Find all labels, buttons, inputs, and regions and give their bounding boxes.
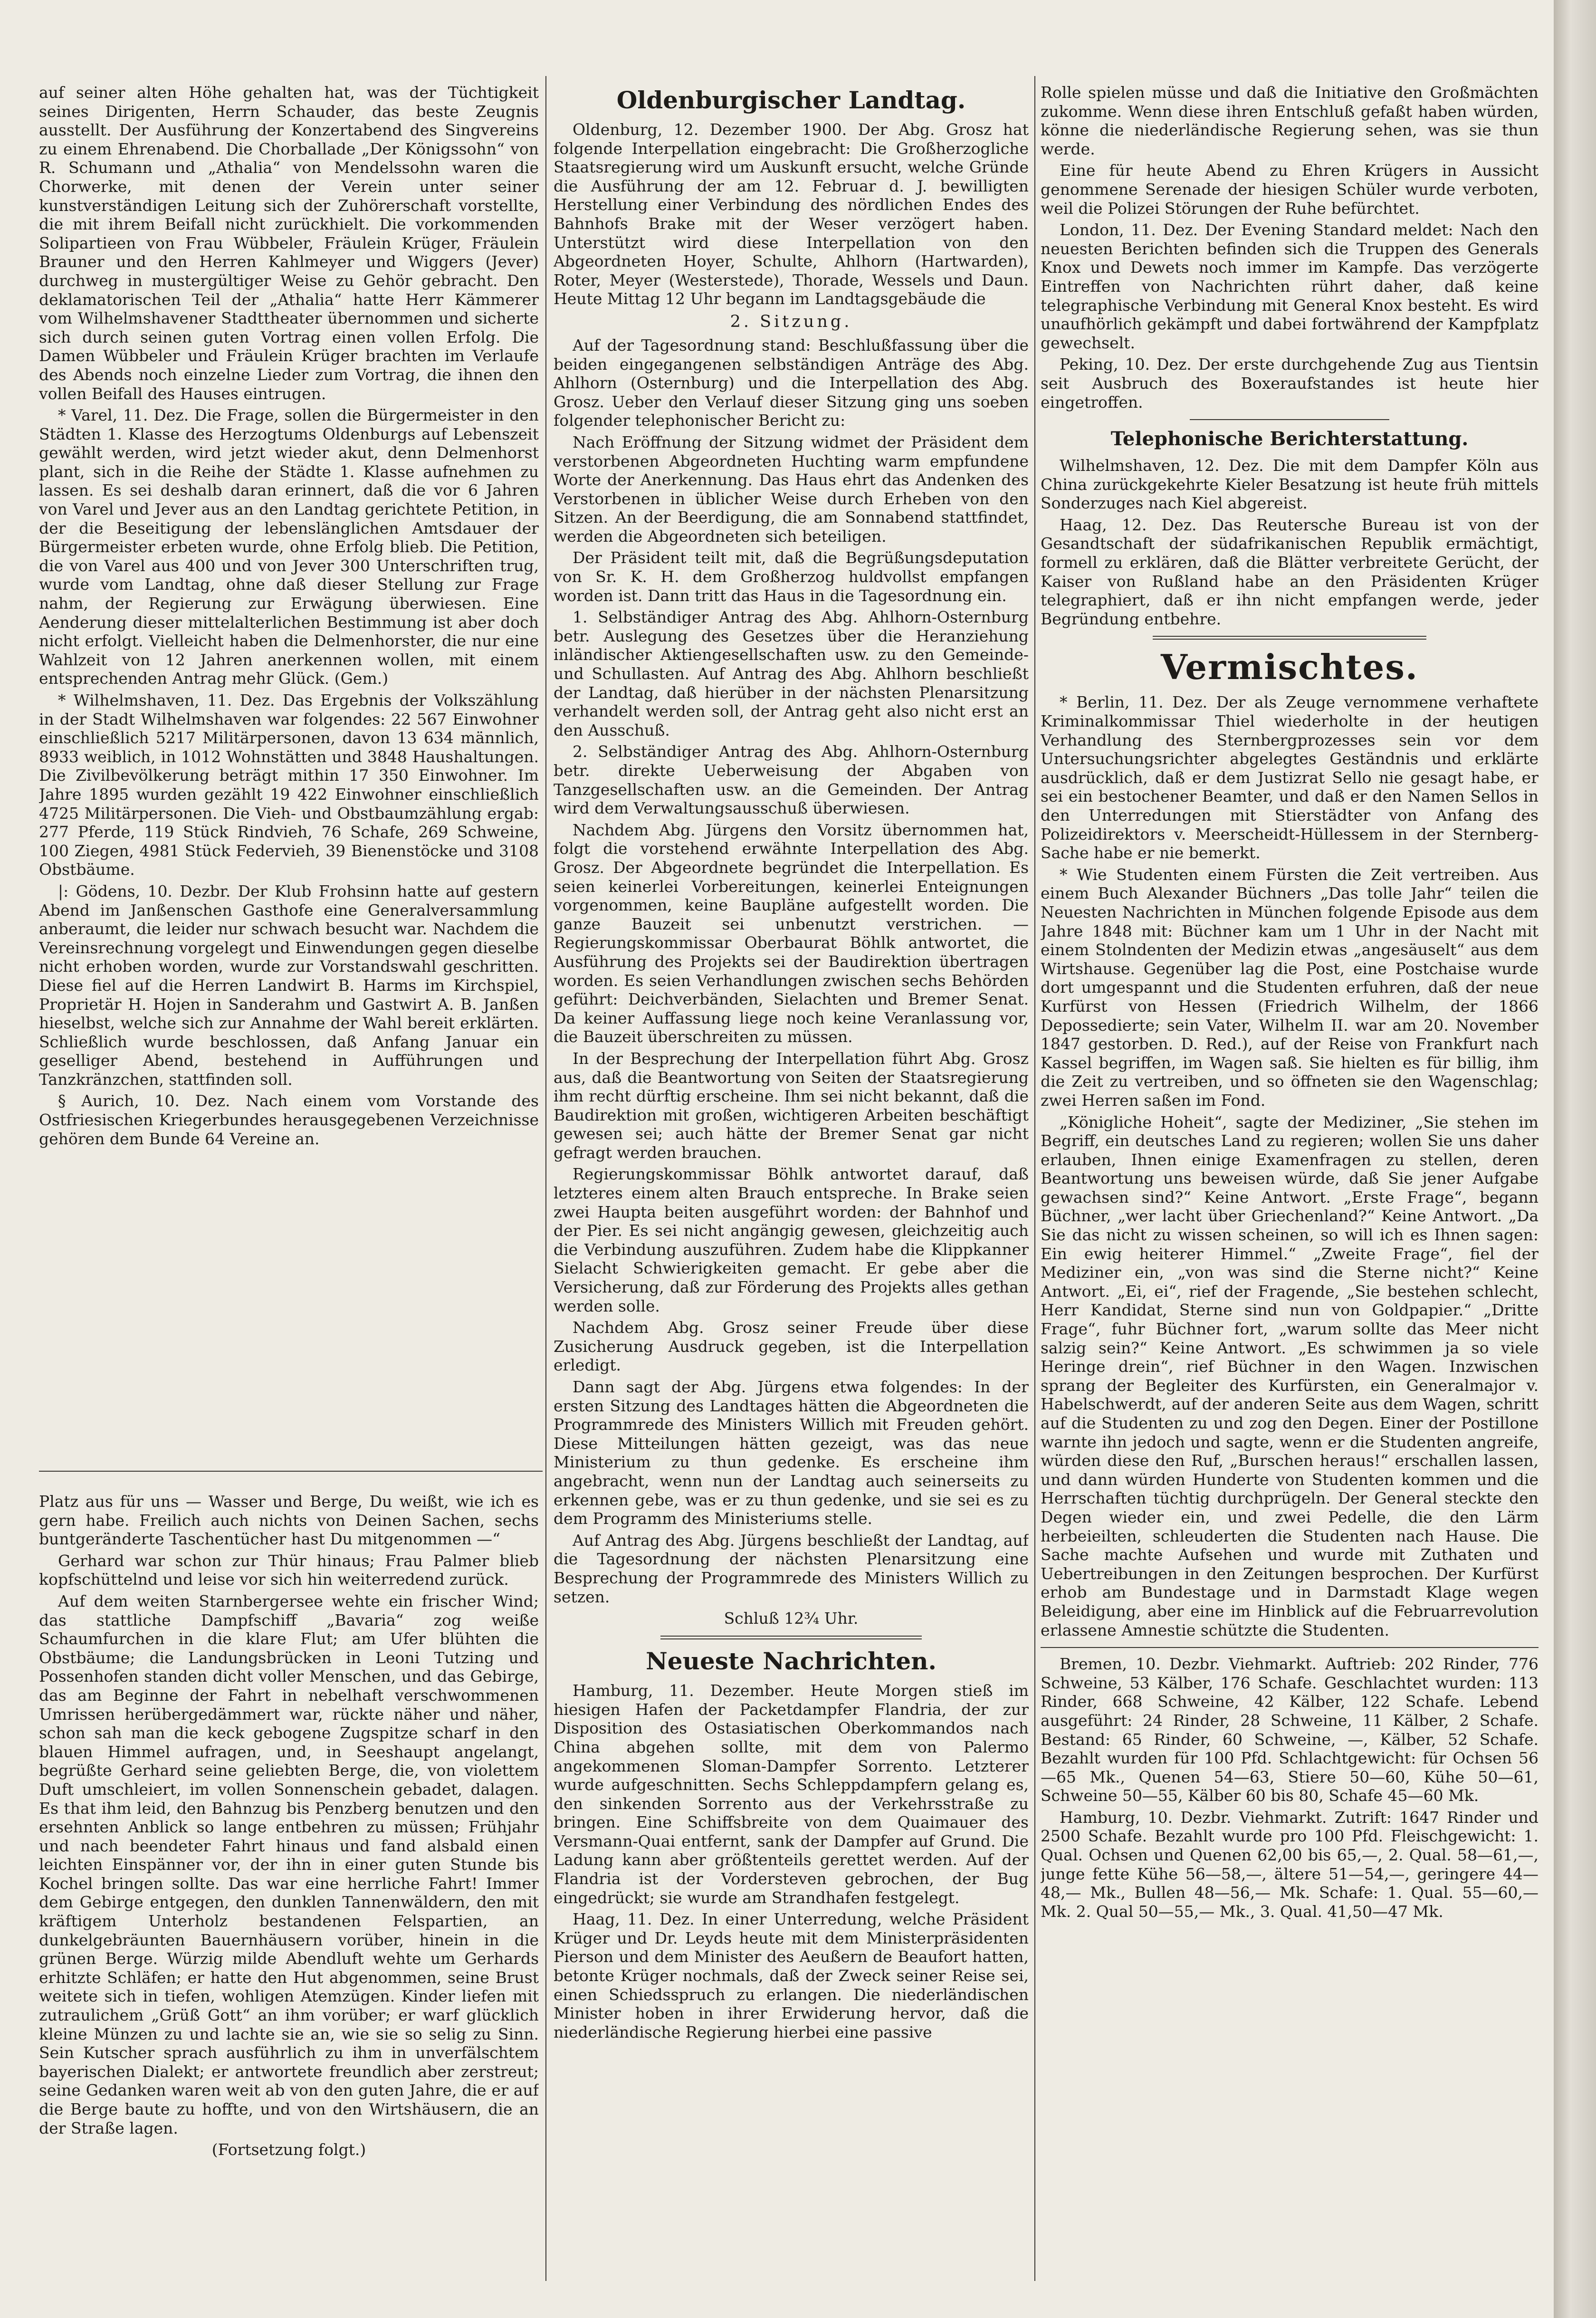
- section-separator: [1153, 636, 1426, 640]
- section-separator: [1190, 419, 1389, 420]
- column-1-feuilleton: [39, 1492, 539, 2286]
- section-heading-misc: Vermischtes.: [1161, 647, 1418, 688]
- landtag-paragraph: 1. Selbständiger Antrag des Abg. Ahlhorn-Osternburg betr. Auslegung des Gesetzes über die Heranziehung inländischer Aktiengesellschaften usw. zu den Gemeinde- und Schullasten. Auf Antrag des Abg. Ahlhorn beschließt der Landtag, daß hierüber in der nächsten Plenarsitzung verhandelt werden soll, der Antrag geht also nicht erst an den Ausschuß.: [554, 608, 1029, 739]
- column-rule-right: [1034, 76, 1035, 2281]
- landtag-paragraph: Der Präsident teilt mit, daß die Begrüßungsdeputation von Sr. K. H. dem Großherzog huldvollst empfangen worden ist. Dann tritt das Haus in die Tagesordnung ein.: [554, 548, 1029, 605]
- feuilleton-paragraph: Gerhard war schon zur Thür hinaus; Frau Palmer blieb kopfschüttelnd und leise vor sich hin weiterredend zurück.: [39, 1551, 539, 1589]
- article-aurich: § Aurich, 10. Dez. Nach einem vom Vorstande des Ostfriesischen Kriegerbundes herausgegebenen Verzeichnisse gehören dem Bunde 64 Vereine an.: [39, 1092, 539, 1148]
- article-students-continued: „Königliche Hoheit“, sagte der Mediziner, „Sie stehen im Begriff, ein deutsches Land zu regieren; wollen Sie uns daher erlauben, Ihnen einige Examenfragen zu stellen, deren Beantwortung uns beweisen würde, daß Sie jener Aufgabe gewachsen sind?“ Keine Antwort. „Erste Frage“, begann Büchner, „wer lacht über Griechenland?“ Keine Antwort. „Da Sie das nicht zu wissen scheinen, so will ich es Ihnen sagen: Ein ewig heiterer Himmel.“ „Zweite Frage“, fiel der Mediziner ein, „von was sind die Sterne nicht?“ Keine Antwort. „Ei, ei“, rief der Fragende, „Sie bestehen schlecht, Herr Kandidat, Sterne sind nun von Goldpapier.“ „Dritte Frage“, fuhr Büchner fort, „warum sollte das Meer nicht salzig sein?“ Keine Antwort. „Es schwimmen ja so viele Heringe drein“, rief Büchner in den Wagen. Inzwischen sprang der Begleiter des Kurfürsten, ein Generalmajor v. Habelschwerdt, auf der anderen Seite aus dem Wagen, schritt auf die Studenten zu und zog den Degen. Einer der Postillone warnte ihn jedoch und sagte, wenn er die Studenten angreife, würden diese den Ruf, „Burschen heraus!“ erschallen lassen, und dann würden Hunderte von Studenten kommen und die Herrschaften tüchtig durchprügeln. Der General steckte den Degen wieder ein, und zwei Pedelle, die den Lärm herbeieilten, schleuderten die Studenten nach Hause. Die Sache machte Aufsehen und wurde mit Zuthaten und Uebertreibungen in den Zeitungen besprochen. Der Kurfürst erhob am Bundestage und in Darmstadt Klage wegen Beleidigung, aber eine im Hinblick auf die Februarrevolution erlassene Amnestie schützte die Studenten.: [1041, 1112, 1539, 1639]
- landtag-paragraph: Auf der Tagesordnung stand: Beschlußfassung über die beiden eingegangenen selbständigen Anträge des Abg. Ahlhorn (Osternburg) und die Interpellation des Abg. Grosz. Ueber den Verlauf dieser Sitzung ging uns soeben folgender telephonischer Bericht zu:: [554, 335, 1029, 430]
- feuilleton-rule: [39, 1471, 543, 1472]
- landtag-paragraph: Auf Antrag des Abg. Jürgens beschließt der Landtag, auf die Tagesordnung der nächsten Plenarsitzung eine Besprechung der Programmrede des Ministers Willich zu setzen.: [554, 1531, 1029, 1606]
- feuilleton-paragraph: Platz aus für uns — Wasser und Berge, Du weißt, wie ich es gern habe. Freilich auch nichts von Deinen Sachen, sechs buntgeränderte Taschentücher hast Du mitgenommen —“: [39, 1492, 539, 1549]
- section-heading-latest-news: Neueste Nachrichten.: [646, 1647, 937, 1676]
- article-hamburg-collision: Hamburg, 11. Dezember. Heute Morgen stieß im hiesigen Hafen der Packetdampfer Flandria, der zur Disposition des Ostasiatischen Oberkommandos nach China abgehen sollte, mit dem von Palermo angekommenen Sloman-Dampfer Sorrento. Letzterer wurde aufgeschnitten. Sechs Schleppdampfern gelang es, den sinkenden Sorrento aus der Verkehrsstraße zu bringen. Eine Schiffsbreite von dem Quaimauer des Versmann-Quai entfernt, sank der Dampfer auf Grund. Die Ladung kann aber größtenteils gerettet werden. Auf der Flandria ist der Vordersteven gebrochen, der Bug eingedrückt; sie wurde am Strandhafen festgelegt.: [554, 1681, 1029, 1907]
- section-heading-telephone: Telephonische Berichterstattung.: [1110, 428, 1469, 450]
- column-rule-left: [545, 76, 546, 2281]
- article-wilhelmshaven-telephone: Wilhelmshaven, 12. Dez. Die mit dem Dampfer Köln aus China zurückgekehrte Kieler Besatzung ist heute früh mittels Sonderzuges nach Kiel abgereist.: [1041, 456, 1539, 513]
- article-landtag-intro: Oldenburg, 12. Dezember 1900. Der Abg. Grosz hat folgende Interpellation eingebracht: Die Großherzogliche Staatsregierung wird um Auskunft ersucht, welche Gründe die Ausführung der am 12. Februar d. J. bewilligten Herstellung einer Verbindung des nördlichen Endes des Bahnhofs Brake mit der Weser verzögert haben. Unterstützt wird diese Interpellation von den Abgeordneten Hoyer, Schulte, Ahlhorn (Hartwarden), Roter, Meyer (Westerstede), Thorade, Wessels und Daun. Heute Mittag 12 Uhr begann im Landtagsgebäude die: [554, 120, 1029, 308]
- feuilleton-paragraph: Auf dem weiten Starnbergersee wehte ein frischer Wind; das stattliche Dampfschiff „Bavaria“ zog weiße Schaumfurchen in die klare Flut; am Ufer blühten die Obstbäume; die Landungsbrücken in Leoni Tutzing und Possenhofen standen dicht voller Menschen, und das Gebirge, das am Beginne der Fahrt in nebelhaft verschwommenen Umrissen herübergedämmert war, rückte näher und näher, schon sah man die keck gebogene Zugspitze scharf in den blauen Himmel aufragen, und, in Seeshaupt angelangt, begrüßte Gerhard seine geliebten Berge, die, von violettem Duft umschleiert, im vollen Sonnenschein gebadet, dalagen. Es that ihm leid, den Bahnzug bis Penzberg benutzen und den ersehnten Anblick so lange entbehren zu müssen; Frühjahr und nach beendeter Fahrt hinaus und fand alsbald einen leichten Einspänner vor, der ihn in einer guten Stunde bis Kochel bringen sollte. Das war eine herrliche Fahrt! Immer dem Gebirge entgegen, den dunklen Tannenwäldern, den mit kräftigem Unterholz bestandenen Felspartien, an dunkelgebräunten Bauernhäusern vorüber, hinein in die grünen Berge. Würzig milde Abendluft wehte um Gerhards erhitzte Schläfen; er hatte den Hut abgenommen, seine Brust weitete sich in tiefen, wohligen Atemzügen. Kinder liefen mit zutraulichem „Grüß Gott“ an ihm vorüber; er warf glücklich kleine Münzen zu und lachte sie an, wie sie so selig zu Sinn. Sein Kutscher sprach ausführlich zu ihm in unverfälschtem bayerischen Dialekt; er antwortete freundlich aber zerstreut; seine Gedanken waren weit ab von den guten Jahre, die er auf die Berge baute zu hoffte, und von den Wirtshäusern, die an der Straße lagen.: [39, 1591, 539, 2137]
- article-goedens: |: Gödens, 10. Dezbr. Der Klub Frohsinn hatte auf gestern Abend im Janßenschen Gasthofe eine Generalversammlung anberaumt, die leider nur schwach besucht war. Nachdem die Vereinsrechnung vorgelegt und Einwendungen gegen dieselbe nicht erhoben worden, wurde zur Vorstandswahl geschritten. Diese fiel auf die Herren Landwirt B. Harms im Kirchspiel, Proprietär H. Hojen in Sanderahm und Gastwirt A. B. Janßen hieselbst, welche sich zur Annahme der Wahl bereit erklärten. Schließlich wurde beschlossen, daß Anfang Januar ein geselliger Abend, bestehend in Aufführungen und Tanzkränzchen, stattfinden soll.: [39, 881, 539, 1089]
- article-london: London, 11. Dez. Der Evening Standard meldet: Nach den neuesten Berichten befinden sich die Truppen des Generals Knox und Dewets noch immer im Kampfe. Das verzögerte Eintreffen von Nachrichten rührt daher, daß keine telegraphische Verbindung mit General Knox besteht. Es wird unaufhörlich gekämpft und dabei fortwährend der Kampfplatz gewechselt.: [1041, 220, 1539, 352]
- article-haag-krueger: Haag, 11. Dez. In einer Unterredung, welche Präsident Krüger und Dr. Leyds heute mit dem Ministerpräsidenten Pierson und dem Minister des Aeußern de Beaufort hatten, betonte Krüger nochmals, daß der Zweck seiner Reise sei, einen Schiedsspruch zu erlangen. Die niederländischen Minister hoben in ihrer Erwiderung hervor, daß die niederländische Regierung hierbei eine passive: [554, 1910, 1029, 2041]
- market-report-bremen: Bremen, 10. Dezbr. Viehmarkt. Auftrieb: 202 Rinder, 776 Schweine, 53 Kälber, 176 Schafe. Geschlachtet wurden: 113 Rinder, 668 Schweine, 42 Kälber, 122 Schafe. Lebend ausgeführt: 24 Rinder, 28 Schweine, 11 Kälber, 2 Schafe. Bestand: 65 Rinder, 60 Schweine, —, Kälber, 52 Schafe. Bezahlt wurden für 100 Pfd. Schlachtgewicht: für Ochsen 56—65 Mk., Quenen 54—63, Stiere 50—60, Kühe 50—61, Schweine 50—55, Kälber 60 bis 80, Schafe 45—60 Mk.: [1041, 1655, 1539, 1805]
- article-varel: * Varel, 11. Dez. Die Frage, sollen die Bürgermeister in den Städten 1. Klasse des Herzogtums Oldenburgs auf Lebenszeit gewählt werden, wird jetzt wieder akut, denn Delmenhorst plant, sich in die Reihe der Städte 1. Klasse aufnehmen zu lassen. Es sei deshalb daran erinnert, daß die vor 6 Jahren von Varel und Jever aus an den Landtag gerichtete Petition, in der die Beseitigung der lebenslänglichen Amtsdauer der Bürgermeister erbeten wurde, ohne Erfolg blieb. Die Petition, die von Varel aus 400 und von Jever 300 Unterschriften trug, wurde vom Landtag, ohne daß dieser Stellung zur Frage nahm, der Regierung zur Erwägung überwiesen. Eine Aenderung dieser mittelalterlichen Bestimmung ist aber doch nicht erfolgt. Vielleicht haben die Delmenhorster, die nur eine Wahlzeit von 12 Jahren anerkennen wollen, mit einem entsprechenden Antrag mehr Glück. (Gem.): [39, 406, 539, 688]
- column-1-regional-news: [39, 83, 539, 1454]
- section-separator: [660, 1636, 922, 1639]
- landtag-paragraph: In der Besprechung der Interpellation führt Abg. Grosz aus, daß die Beantwortung von Seiten der Staatsregierung ihm recht dürftig erscheine. Ihm sei nicht bekannt, daß die Baudirektion mit großen, wichtigeren Arbeiten beschäftigt gewesen sei; auch hätte der Bremer Senat gar nicht gefragt werden brauchen.: [554, 1049, 1029, 1162]
- session-close: Schluß 12¾ Uhr.: [724, 1609, 859, 1628]
- landtag-paragraph: Nachdem Abg. Jürgens den Vorsitz übernommen hat, folgt die vorstehend erwähnte Interpellation des Abg. Grosz. Der Abgeordnete begründet die Interpellation. Es seien keinerlei Vorbereitungen, keinerlei Enteignungen vorgenommen, keine Baupläne aufgestellt worden. Die ganze Bauzeit sei unbenutzt verstrichen. — Regierungskommissar Oberbaurat Böhlk antwortet, die Ausführung des Projekts sei der Baudirektion übertragen worden. Es seien Verhandlungen zwischen sechs Behörden geführt: Deichverbänden, Sielachten und Bremer Senat. Da keiner Auffassung liege noch keine Veranlassung vor, die Bauzeit überschreiten zu müssen.: [554, 820, 1029, 1046]
- section-separator: [1041, 1647, 1539, 1648]
- article-serenade: Eine für heute Abend zu Ehren Krügers in Aussicht genommene Serenade der hiesigen Schüler wurde verboten, weil die Polizei Störungen der Ruhe befürchtet.: [1041, 161, 1539, 218]
- landtag-paragraph: Dann sagt der Abg. Jürgens etwa folgendes: In der ersten Sitzung des Landtages hätten die Abgeordneten die Programmrede des Ministers Willich mit Freuden gehört. Diese Mitteilungen hätten gezeigt, was das neue Ministerium zu thun gedenke. Es erscheine ihm angebracht, wenn nun der Landtag auch seinerseits zu erkennen gebe, was er zu thun gedenke, und sie sei es zu dem Programm des Ministeriums stelle.: [554, 1378, 1029, 1528]
- landtag-paragraph: Nachdem Abg. Grosz seiner Freude über diese Zusicherung Ausdruck gegeben, ist die Interpellation erledigt.: [554, 1318, 1029, 1375]
- column-2-landtag: [554, 83, 1029, 2283]
- article-haag-telephone: Haag, 12. Dez. Das Reutersche Bureau ist von der Gesandtschaft der südafrikanischen Republik ermächtigt, formell zu erklären, daß die Blätter verbreitete Gerücht, der Kaiser von Rußland habe an den Präsidenten Krüger telegraphiert, daß er ihn nicht empfangen werde, jeder Begründung entbehre.: [1041, 515, 1539, 628]
- article-haag-continued: Rolle spielen müsse und daß die Initiative den Großmächten zukomme. Wenn diese ihren Entschluß gefaßt haben würden, könne die niederländische Regierung sehen, was sie thun werde.: [1041, 83, 1539, 158]
- article-wilhelmshaven-census: * Wilhelmshaven, 11. Dez. Das Ergebnis der Volkszählung in der Stadt Wilhelmshaven war folgendes: 22 567 Einwohner einschließlich 5217 Militärpersonen, davon 13 634 männlich, 8933 weiblich, in 1012 Wohnstätten und 3848 Haushaltungen. Die Zivilbevölkerung beträgt mithin 17 350 Einwohner. Im Jahre 1895 wurden gezählt 19 422 Einwohner einschließlich 4725 Militärpersonen. Die Vieh- und Obstbaumzählung ergab: 277 Pferde, 119 Stück Rindvieh, 76 Schafe, 269 Schweine, 100 Ziegen, 4981 Stück Federvieh, 39 Bienenstöcke und 3108 Obstbäume.: [39, 691, 539, 879]
- page-edge-shadow: [1554, 0, 1596, 2318]
- session-subheading: 2. Sitzung.: [730, 312, 852, 331]
- continued-note: (Fortsetzung folgt.): [211, 2140, 366, 2159]
- column-3-news: [1041, 83, 1539, 2283]
- section-heading-landtag: Oldenburgischer Landtag.: [616, 86, 966, 114]
- article-students: * Wie Studenten einem Fürsten die Zeit vertreiben. Aus einem Buch Alexander Büchners „Das tolle Jahr“ teilen die Neuesten Nachrichten in München folgende Episode aus dem Jahre 1848 mit: Büchner kam um 1 Uhr in der Nacht mit einem Stolndenten der Medizin etwas „angesäuselt“ aus dem Wirtshause. Gegenüber lag die Post, eine Postchaise wurde dort umgespannt und die Studenten erfuhren, daß der neue Kurfürst von Hessen (Friedrich Wilhelm, der 1866 Depossedierte; sein Vater, Wilhelm II. war am 20. November 1847 gestorben. D. Red.), auf der Reise von Frankfurt nach Kassel begriffen, im Wagen saß. Sie hielten es für billig, ihm die Zeit zu vertreiben, und so öffneten sie den Wagenschlag; zwei Herren saßen im Fond.: [1041, 865, 1539, 1110]
- landtag-paragraph: Regierungskommissar Böhlk antwortet darauf, daß letzteres einem alten Brauch entspreche. In Brake seien zwei Haupta beiten ausgeführt worden: der Bahnhof und der Pier. Es sei nicht angängig gewesen, gleichzeitig auch die Verbindung auszuführen. Zudem habe die Klippkanner Sielacht Schwierigkeiten gemacht. Er gebe aber die Versicherung, daß zur Förderung des Projekts alles gethan werden solle.: [554, 1165, 1029, 1315]
- market-report-hamburg: Hamburg, 10. Dezbr. Viehmarkt. Zutrift: 1647 Rinder und 2500 Schafe. Bezahlt wurde pro 100 Pfd. Fleischgewicht: 1. Qual. Ochsen und Quenen 62,00 bis 65,—, 2. Qual. 58—61,—, junge fette Kühe 56—58,—, ältere 51—54,—, geringere 44—48,— Mk., Bullen 48—56,— Mk. Schafe: 1. Qual. 55—60,— Mk. 2. Qual 50—55,— Mk., 3. Qual. 41,50—47 Mk.: [1041, 1808, 1539, 1921]
- article-peking: Peking, 10. Dez. Der erste durchgehende Zug aus Tientsin seit Ausbruch des Boxeraufstandes ist heute hier eingetroffen.: [1041, 355, 1539, 412]
- landtag-paragraph: 2. Selbständiger Antrag des Abg. Ahlhorn-Osternburg betr. direkte Ueberweisung der Abgaben von Tanzgesellschaften usw. an die Gemeinden. Der Antrag wird dem Verwaltungsausschuß überwiesen.: [554, 742, 1029, 818]
- article-concert-continued: auf seiner alten Höhe gehalten hat, was der Tüchtigkeit seines Dirigenten, Herrn Schauder, das beste Zeugnis ausstellt. Der Ausführung der Konzertabend des Singvereins zu einem Ehrenabend. Die Chorballade „Der Königssohn“ von R. Schumann und „Athalia“ von Mendelssohn waren die Chorwerke, mit denen der Verein unter seiner kunstverständigen Leitung sich der Zuhörerschaft vorstellte, die mit ihrem Beifall nicht zurückhielt. Die vorkommenden Solipartieen von Frau Wübbeler, Fräulein Krüger, Fräulein Brauner und den Herren Kahlmeyer und Wiggers (Jever) durchweg in mustergültiger Weise zu Gehör gebracht. Den deklamatorischen Teil der „Athalia“ hatte Herr Kämmerer vom Wilhelmshavener Stadttheater übernommen und sicherte sich durch seinen guten Vortrag einen vollen Erfolg. Die Damen Wübbeler und Fräulein Krüger brachten im Verlaufe des Abends noch einzelne Lieder zum Vortrag, die ihnen den vollen Beifall des Hauses eintrugen.: [39, 83, 539, 403]
- landtag-paragraph: Nach Eröffnung der Sitzung widmet der Präsident dem verstorbenen Abgeordneten Huchting warm empfundene Worte der Anerkennung. Das Haus ehrt das Andenken des Verstorbenen in üblicher Weise durch Erheben von den Sitzen. An der Beerdigung, die am Sonnabend stattfindet, werden die Abgeordneten sich beteiligen.: [554, 432, 1029, 546]
- article-berlin-thiel: * Berlin, 11. Dez. Der als Zeuge vernommene verhaftete Kriminalkommissar Thiel wiederholte in der heutigen Verhandlung des Sternbergprozesses sein vor dem Untersuchungsrichter abgelegtes Geständnis und erklärte ausdrücklich, daß er dem Justizrat Sello nie gesagt habe, er sei ein bestochener Beamter, und daß er den Namen Sellos in den Unterredungen mit Stierstädter von Anfang des Polizeidirektors v. Meerscheidt-Hüllessem in der Sternberg-Sache habe er nie bemerkt.: [1041, 693, 1539, 862]
